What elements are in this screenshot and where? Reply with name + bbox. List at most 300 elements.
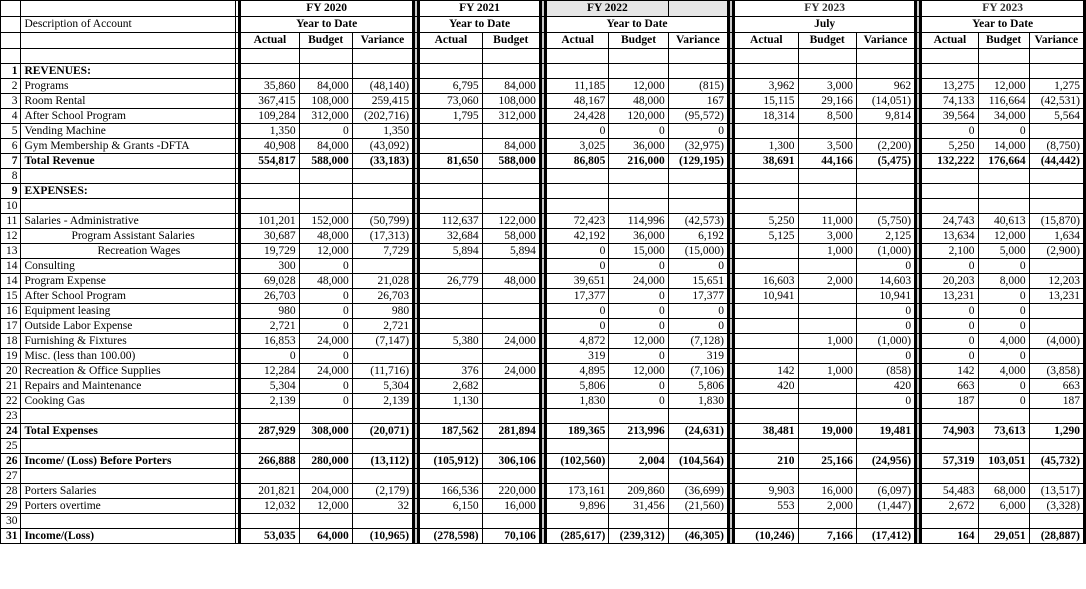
value-cell: (6,097) (856, 484, 915, 499)
row-number: 14 (1, 274, 21, 289)
fy2023-month-period: July (734, 17, 916, 33)
value-cell: 2,139 (240, 394, 299, 409)
value-cell: 0 (668, 319, 728, 334)
account-description: Consulting (21, 259, 236, 274)
value-cell (482, 289, 540, 304)
value-cell: 8,000 (978, 274, 1029, 289)
value-cell: (858) (856, 364, 915, 379)
fy2023-ytd-header: FY 2023 (921, 1, 1085, 17)
value-cell: 266,888 (240, 454, 299, 469)
value-cell: 84,000 (299, 79, 352, 94)
value-cell: 5,304 (240, 379, 299, 394)
row-number: 3 (1, 94, 21, 109)
value-cell: 72,423 (545, 214, 608, 229)
value-cell (798, 184, 856, 199)
value-cell: 2,125 (856, 229, 915, 244)
value-cell (299, 169, 352, 184)
value-cell: (278,598) (419, 529, 482, 544)
col-budget: Budget (482, 33, 540, 49)
row-number: 24 (1, 424, 21, 439)
value-cell: (13,112) (352, 454, 413, 469)
account-description: Total Revenue (21, 154, 236, 169)
value-cell: 7,729 (352, 244, 413, 259)
account-description: Equipment leasing (21, 304, 236, 319)
value-cell: 24,000 (299, 334, 352, 349)
value-cell: 34,000 (978, 109, 1029, 124)
value-cell (856, 124, 915, 139)
value-cell: 204,000 (299, 484, 352, 499)
value-cell: 48,000 (609, 94, 668, 109)
value-cell: 12,000 (299, 499, 352, 514)
row-number: 12 (1, 229, 21, 244)
value-cell: 84,000 (482, 139, 540, 154)
value-cell: 57,319 (921, 454, 978, 469)
value-cell: 29,166 (798, 94, 856, 109)
value-cell: (20,071) (352, 424, 413, 439)
value-cell: 108,000 (299, 94, 352, 109)
value-cell: 1,795 (419, 109, 482, 124)
value-cell: 5,000 (978, 244, 1029, 259)
value-cell (352, 64, 413, 79)
value-cell: 7,166 (798, 529, 856, 544)
value-cell: 980 (240, 304, 299, 319)
row-number: 13 (1, 244, 21, 259)
value-cell: 209,860 (609, 484, 668, 499)
table-row (1, 154, 1085, 169)
value-cell: 0 (299, 304, 352, 319)
value-cell: 10,941 (856, 289, 915, 304)
value-cell: 73,613 (978, 424, 1029, 439)
value-cell (419, 259, 482, 274)
table-row (1, 64, 1085, 79)
row-number: 15 (1, 289, 21, 304)
value-cell: 1,350 (352, 124, 413, 139)
value-cell: 0 (545, 124, 608, 139)
value-cell (352, 199, 413, 214)
col-actual: Actual (545, 33, 608, 49)
table-row (1, 499, 1085, 514)
row-number: 6 (1, 139, 21, 154)
value-cell (419, 124, 482, 139)
value-cell: (95,572) (668, 109, 728, 124)
value-cell (240, 184, 299, 199)
value-cell (856, 64, 915, 79)
value-cell (1029, 259, 1084, 274)
value-cell: 4,872 (545, 334, 608, 349)
value-cell: 9,814 (856, 109, 915, 124)
value-cell (240, 409, 299, 424)
table-row (1, 214, 1085, 229)
value-cell (1029, 49, 1084, 64)
table-row (1, 454, 1085, 469)
value-cell (668, 49, 728, 64)
value-cell: 19,481 (856, 424, 915, 439)
value-cell (419, 139, 482, 154)
value-cell (734, 64, 798, 79)
value-cell (352, 349, 413, 364)
value-cell: 306,106 (482, 454, 540, 469)
value-cell: 103,051 (978, 454, 1029, 469)
value-cell (545, 409, 608, 424)
value-cell: 0 (978, 379, 1029, 394)
account-description: Misc. (less than 100.00) (21, 349, 236, 364)
col-variance: Variance (1029, 33, 1084, 49)
value-cell (798, 439, 856, 454)
value-cell: 1,275 (1029, 79, 1084, 94)
value-cell: 2,721 (352, 319, 413, 334)
fy2020-header: FY 2020 (240, 1, 414, 17)
value-cell (668, 64, 728, 79)
value-cell (921, 49, 978, 64)
row-number: 11 (1, 214, 21, 229)
row-number: 26 (1, 454, 21, 469)
value-cell: (4,000) (1029, 334, 1084, 349)
value-cell (978, 184, 1029, 199)
value-cell (856, 199, 915, 214)
value-cell (978, 469, 1029, 484)
value-cell: 0 (921, 259, 978, 274)
value-cell: 2,672 (921, 499, 978, 514)
row-number: 29 (1, 499, 21, 514)
value-cell (609, 439, 668, 454)
row-number: 2 (1, 79, 21, 94)
value-cell (856, 184, 915, 199)
value-cell: 29,051 (978, 529, 1029, 544)
value-cell (545, 439, 608, 454)
value-cell: 4,895 (545, 364, 608, 379)
value-cell: 6,192 (668, 229, 728, 244)
value-cell (482, 169, 540, 184)
value-cell (1029, 319, 1084, 334)
value-cell (609, 64, 668, 79)
value-cell: 367,415 (240, 94, 299, 109)
value-cell (798, 124, 856, 139)
value-cell: 173,161 (545, 484, 608, 499)
value-cell: 0 (299, 394, 352, 409)
table-row (1, 379, 1085, 394)
value-cell: 9,896 (545, 499, 608, 514)
col-budget: Budget (609, 33, 668, 49)
value-cell: 0 (609, 349, 668, 364)
value-cell (668, 169, 728, 184)
value-cell (668, 469, 728, 484)
value-cell (609, 199, 668, 214)
value-cell: 5,894 (482, 244, 540, 259)
value-cell (856, 439, 915, 454)
value-cell: 0 (921, 319, 978, 334)
account-description: Outside Labor Expense (21, 319, 236, 334)
account-description: Salaries - Administrative (21, 214, 236, 229)
value-cell: (129,195) (668, 154, 728, 169)
value-cell: 19,000 (798, 424, 856, 439)
value-cell: (46,305) (668, 529, 728, 544)
value-cell: 1,634 (1029, 229, 1084, 244)
account-description: Income/ (Loss) Before Porters (21, 454, 236, 469)
value-cell: 53,035 (240, 529, 299, 544)
account-description: Program Assistant Salaries (21, 229, 236, 244)
value-cell (352, 184, 413, 199)
value-cell: (285,617) (545, 529, 608, 544)
value-cell (482, 439, 540, 454)
value-cell: 0 (921, 334, 978, 349)
value-cell: 2,000 (798, 499, 856, 514)
value-cell (240, 199, 299, 214)
value-cell (978, 49, 1029, 64)
value-cell: 12,000 (978, 79, 1029, 94)
value-cell: (42,573) (668, 214, 728, 229)
value-cell: 588,000 (299, 154, 352, 169)
value-cell: 0 (856, 304, 915, 319)
account-description: Porters overtime (21, 499, 236, 514)
value-cell: 210 (734, 454, 798, 469)
value-cell: (2,900) (1029, 244, 1084, 259)
value-cell: 5,380 (419, 334, 482, 349)
col-actual: Actual (419, 33, 482, 49)
value-cell (299, 64, 352, 79)
value-cell: 26,779 (419, 274, 482, 289)
value-cell: 663 (1029, 379, 1084, 394)
value-cell: 5,250 (734, 214, 798, 229)
table-row (1, 259, 1085, 274)
value-cell: 0 (299, 379, 352, 394)
row-number: 28 (1, 484, 21, 499)
value-cell: 1,000 (798, 334, 856, 349)
value-cell: 16,000 (482, 499, 540, 514)
fy2021-period: Year to Date (419, 17, 541, 33)
value-cell (921, 514, 978, 529)
account-description: Cooking Gas (21, 394, 236, 409)
value-cell (798, 379, 856, 394)
value-cell: 5,806 (545, 379, 608, 394)
value-cell (419, 469, 482, 484)
value-cell: 0 (921, 124, 978, 139)
value-cell: (1,447) (856, 499, 915, 514)
value-cell: 176,664 (978, 154, 1029, 169)
col-variance: Variance (856, 33, 915, 49)
value-cell: 39,564 (921, 109, 978, 124)
value-cell (798, 394, 856, 409)
account-description (21, 409, 236, 424)
value-cell: 48,000 (299, 229, 352, 244)
value-cell (978, 199, 1029, 214)
value-cell (734, 304, 798, 319)
value-cell: 588,000 (482, 154, 540, 169)
account-description: After School Program (21, 289, 236, 304)
value-cell (482, 124, 540, 139)
value-cell (419, 184, 482, 199)
value-cell (545, 49, 608, 64)
value-cell: 73,060 (419, 94, 482, 109)
account-description: Room Rental (21, 94, 236, 109)
value-cell (734, 244, 798, 259)
table-row (1, 409, 1085, 424)
value-cell (921, 169, 978, 184)
table-row (1, 469, 1085, 484)
table-row (1, 244, 1085, 259)
value-cell (1029, 184, 1084, 199)
account-description (21, 169, 236, 184)
value-cell: 216,000 (609, 154, 668, 169)
value-cell: 189,365 (545, 424, 608, 439)
value-cell (856, 49, 915, 64)
row-number: 23 (1, 409, 21, 424)
value-cell: (15,000) (668, 244, 728, 259)
value-cell: 2,004 (609, 454, 668, 469)
value-cell: 1,830 (668, 394, 728, 409)
fy2021-header: FY 2021 (419, 1, 541, 17)
value-cell (798, 199, 856, 214)
value-cell: 5,894 (419, 244, 482, 259)
value-cell: 38,481 (734, 424, 798, 439)
table-row (1, 319, 1085, 334)
value-cell: 0 (978, 319, 1029, 334)
value-cell: (105,912) (419, 454, 482, 469)
value-cell: 6,000 (978, 499, 1029, 514)
value-cell: 24,000 (482, 364, 540, 379)
value-cell (978, 409, 1029, 424)
value-cell: 15,651 (668, 274, 728, 289)
value-cell: 0 (856, 319, 915, 334)
value-cell: 962 (856, 79, 915, 94)
value-cell: 86,805 (545, 154, 608, 169)
account-description: REVENUES: (21, 64, 236, 79)
value-cell: 0 (299, 259, 352, 274)
table-row (1, 199, 1085, 214)
value-cell (921, 439, 978, 454)
table-row (1, 424, 1085, 439)
fy2023-month-header: FY 2023 (734, 1, 916, 17)
value-cell: 376 (419, 364, 482, 379)
value-cell (856, 409, 915, 424)
value-cell: 281,894 (482, 424, 540, 439)
table-row (1, 139, 1085, 154)
value-cell (921, 409, 978, 424)
value-cell: (48,140) (352, 79, 413, 94)
value-cell: 12,000 (609, 79, 668, 94)
value-cell (482, 49, 540, 64)
value-cell (482, 259, 540, 274)
value-cell: 64,000 (299, 529, 352, 544)
value-cell (419, 199, 482, 214)
value-cell (798, 409, 856, 424)
table-row (1, 439, 1085, 454)
value-cell: 0 (545, 304, 608, 319)
table-row (1, 484, 1085, 499)
value-cell: 21,028 (352, 274, 413, 289)
value-cell: 287,929 (240, 424, 299, 439)
table-row (1, 274, 1085, 289)
value-cell (921, 469, 978, 484)
value-cell: 12,284 (240, 364, 299, 379)
value-cell: 26,703 (352, 289, 413, 304)
value-cell: 259,415 (352, 94, 413, 109)
value-cell: (24,631) (668, 424, 728, 439)
value-cell (921, 184, 978, 199)
col-budget: Budget (798, 33, 856, 49)
account-description: Vending Machine (21, 124, 236, 139)
value-cell (240, 514, 299, 529)
value-cell (352, 514, 413, 529)
value-cell: 13,634 (921, 229, 978, 244)
value-cell (798, 349, 856, 364)
value-cell: 0 (299, 124, 352, 139)
value-cell (240, 439, 299, 454)
value-cell: 167 (668, 94, 728, 109)
value-cell: 553 (734, 499, 798, 514)
value-cell: (3,858) (1029, 364, 1084, 379)
value-cell: 18,314 (734, 109, 798, 124)
value-cell (352, 469, 413, 484)
value-cell (798, 289, 856, 304)
value-cell (482, 304, 540, 319)
value-cell: 0 (668, 304, 728, 319)
value-cell: 1,000 (798, 244, 856, 259)
value-cell (1029, 304, 1084, 319)
col-actual: Actual (240, 33, 299, 49)
value-cell: 30,687 (240, 229, 299, 244)
value-cell (978, 514, 1029, 529)
value-cell: 10,941 (734, 289, 798, 304)
value-cell (482, 409, 540, 424)
value-cell: 36,000 (609, 229, 668, 244)
account-description: Gym Membership & Grants -DFTA (21, 139, 236, 154)
value-cell: 35,860 (240, 79, 299, 94)
col-budget: Budget (978, 33, 1029, 49)
value-cell: 44,166 (798, 154, 856, 169)
value-cell (798, 304, 856, 319)
row-number: 10 (1, 199, 21, 214)
value-cell: 74,903 (921, 424, 978, 439)
value-cell: 31,456 (609, 499, 668, 514)
row-number: 19 (1, 349, 21, 364)
value-cell: 24,000 (299, 364, 352, 379)
value-cell (609, 409, 668, 424)
row-number: 21 (1, 379, 21, 394)
account-description: Furnishing & Fixtures (21, 334, 236, 349)
row-number: 1 (1, 64, 21, 79)
value-cell: 0 (609, 259, 668, 274)
value-cell (1029, 199, 1084, 214)
value-cell: (8,750) (1029, 139, 1084, 154)
value-cell: 12,000 (299, 244, 352, 259)
value-cell: (102,560) (545, 454, 608, 469)
value-cell: 48,167 (545, 94, 608, 109)
value-cell: 69,028 (240, 274, 299, 289)
value-cell (419, 319, 482, 334)
value-cell: 166,536 (419, 484, 482, 499)
value-cell: (5,750) (856, 214, 915, 229)
value-cell (734, 394, 798, 409)
value-cell: 54,483 (921, 484, 978, 499)
value-cell (1029, 514, 1084, 529)
value-cell: 12,000 (609, 364, 668, 379)
value-cell: 0 (856, 349, 915, 364)
value-cell: 13,231 (921, 289, 978, 304)
value-cell (1029, 409, 1084, 424)
value-cell: 0 (668, 124, 728, 139)
row-number: 25 (1, 439, 21, 454)
value-cell (419, 304, 482, 319)
value-cell (734, 184, 798, 199)
value-cell: 420 (856, 379, 915, 394)
value-cell: 0 (609, 394, 668, 409)
account-description: Income/(Loss) (21, 529, 236, 544)
value-cell (419, 289, 482, 304)
value-cell: 0 (668, 259, 728, 274)
value-cell (482, 349, 540, 364)
value-cell: 24,000 (609, 274, 668, 289)
value-cell: 0 (299, 349, 352, 364)
